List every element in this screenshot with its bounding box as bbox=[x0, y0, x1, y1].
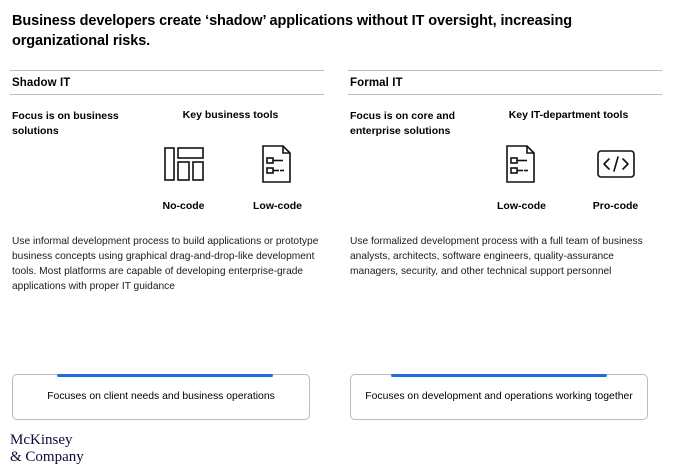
focus-and-tools-row-right bbox=[348, 109, 662, 212]
column-heading-formal-it: Formal IT bbox=[348, 70, 662, 95]
column-heading-shadow-it: Shadow IT bbox=[10, 70, 324, 95]
low-code-document-icon bbox=[484, 139, 560, 189]
logo-line-1: McKinsey bbox=[10, 431, 73, 448]
two-column-comparison bbox=[10, 70, 690, 402]
column-formal-it bbox=[348, 70, 662, 402]
focus-statement-left: Focus is on business solutions bbox=[12, 110, 119, 138]
mckinsey-logo bbox=[10, 432, 84, 467]
page-title: Business developers create ‘shadow’ applications without IT oversight, increasing organizational risks. bbox=[12, 13, 572, 49]
tools-block-right bbox=[475, 109, 662, 212]
tool-label-low-code-right: Low-code bbox=[497, 200, 546, 213]
logo-line-2: & Company bbox=[10, 448, 84, 465]
callout-left bbox=[12, 374, 310, 420]
callout-text-right: Focuses on development and operations working together bbox=[365, 390, 633, 402]
tools-block-left bbox=[137, 109, 324, 212]
body-copy-right: Use formalized development process with a full team of business analysts, architects, software engineers, quality-assurance managers, security, and other technical support personnel bbox=[350, 236, 643, 278]
column-shadow-it bbox=[10, 70, 324, 402]
callout-right bbox=[350, 374, 648, 420]
callout-text-left: Focuses on client needs and business operations bbox=[47, 390, 275, 402]
callout-accent-bar-right bbox=[391, 374, 607, 377]
tool-item-low-code-right bbox=[484, 139, 560, 212]
tool-icon-row-right bbox=[475, 139, 662, 212]
no-code-blocks-icon bbox=[146, 139, 222, 189]
tool-label-no-code: No-code bbox=[162, 200, 205, 213]
pro-code-brackets-icon bbox=[578, 139, 654, 189]
tool-item-low-code-left bbox=[240, 139, 316, 212]
focus-statement-right: Focus is on core and enterprise solutions bbox=[350, 110, 456, 138]
callout-accent-bar-left bbox=[57, 374, 273, 377]
tools-title-right: Key IT-department tools bbox=[508, 109, 629, 122]
focus-and-tools-row-left bbox=[10, 109, 324, 212]
low-code-document-icon bbox=[240, 139, 316, 189]
tool-item-no-code bbox=[146, 139, 222, 212]
tools-title-left: Key business tools bbox=[182, 109, 279, 122]
body-copy-left: Use informal development process to build applications or prototype business concepts using graphical drag-and-drop-like development tools. Most platforms are capable of developing enterprise-grade applications with proper IT guidance bbox=[12, 236, 319, 293]
tool-icon-row-left bbox=[137, 139, 324, 212]
tool-label-pro-code: Pro-code bbox=[592, 200, 639, 213]
tool-label-low-code-left: Low-code bbox=[253, 200, 302, 213]
tool-item-pro-code bbox=[578, 139, 654, 212]
